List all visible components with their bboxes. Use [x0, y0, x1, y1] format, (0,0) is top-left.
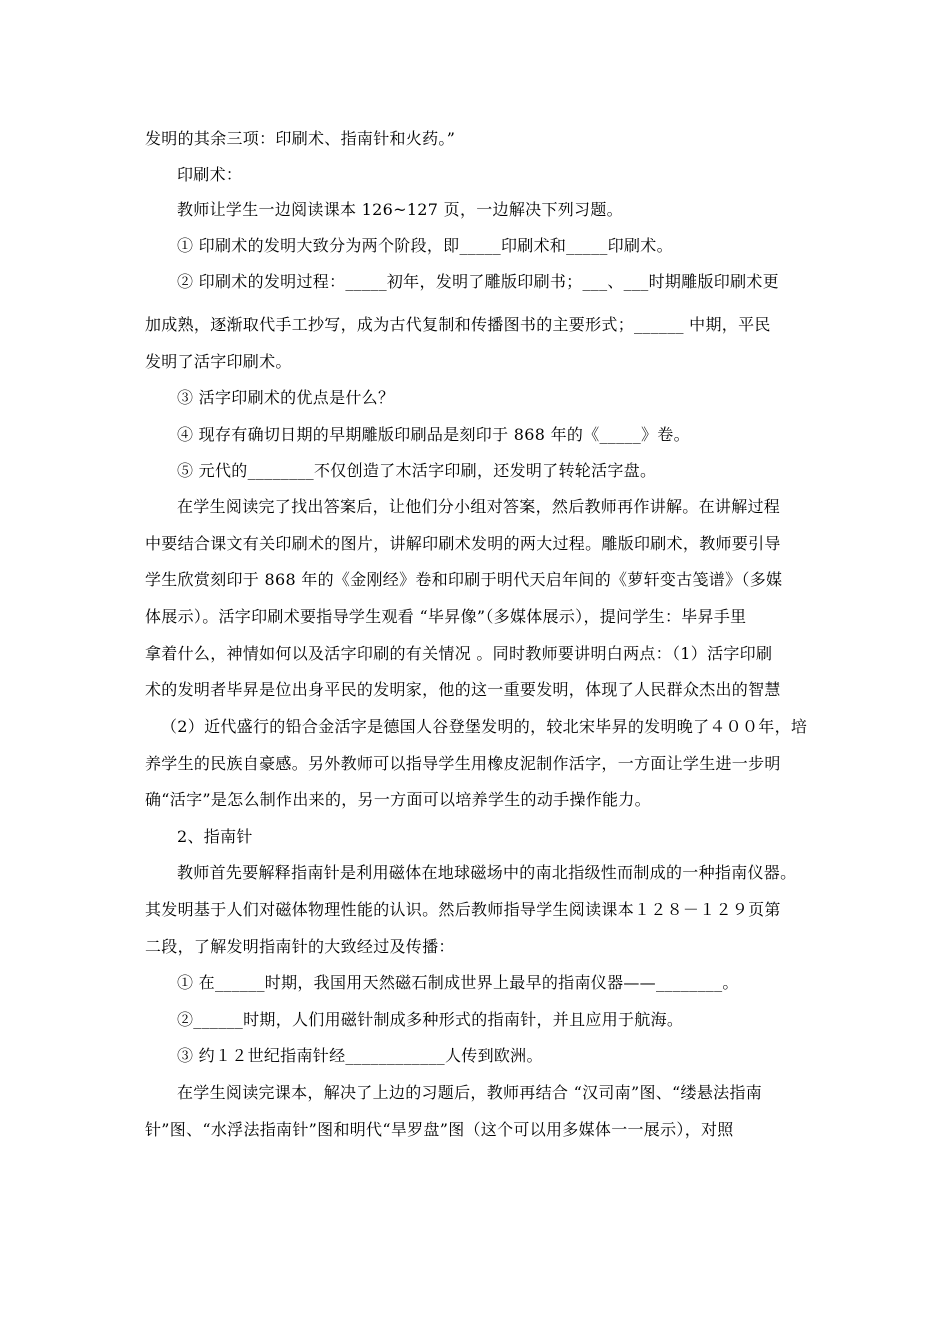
question-item: ① 在______时期，我国用天然磁石制成世界上最早的指南仪器——________。	[177, 973, 739, 992]
text-line: 中要结合课文有关印刷术的图片，讲解印刷术发明的两大过程。雕版印刷术，教师要引导	[145, 534, 781, 553]
text-line: 发明了活字印刷术。	[145, 352, 292, 371]
question-item: ⑤ 元代的________不仅创造了木活字印刷，还发明了转轮活字盘。	[177, 461, 657, 480]
text-line: 教师让学生一边阅读课本 126~127 页，一边解决下列习题。	[177, 200, 623, 219]
text-line: 学生欣赏刻印于 868 年的《金刚经》卷和印刷于明代天启年间的《萝轩变古笺谱》（多媒	[145, 570, 783, 589]
section-heading-compass: 2、指南针	[177, 827, 253, 846]
section-heading-printing: 印刷术：	[177, 165, 243, 184]
text-line: 其发明基于人们对磁体物理性能的认识。然后教师指导学生阅读课本１２８－１２９页第	[145, 900, 781, 919]
text-line: 针”图、“水浮法指南针”图和明代“旱罗盘”图（这个可以用多媒体一一展示），对照	[145, 1120, 734, 1139]
text-line: 拿着什么，神情如何以及活字印刷的有关情况 。同时教师要讲明白两点：（1）活字印刷	[145, 644, 773, 663]
question-item: ②______时期，人们用磁针制成多种形式的指南针，并且应用于航海。	[177, 1010, 684, 1029]
text-line: 在学生阅读完课本，解决了上边的习题后，教师再结合 “汉司南”图、“缕悬法指南	[177, 1083, 763, 1102]
question-item: ② 印刷术的发明过程：_____初年，发明了雕版印刷书；___、___时期雕版印刷术更	[177, 272, 779, 291]
text-line: 发明的其余三项：印刷术、指南针和火药。”	[145, 129, 456, 148]
text-line: 术的发明者毕昇是位出身平民的发明家，他的这一重要发明，体现了人民群众杰出的智慧	[145, 680, 781, 699]
question-item: ③ 约１２世纪指南针经____________人传到欧洲。	[177, 1046, 543, 1065]
text-line: 确“活字”是怎么制作出来的，另一方面可以培养学生的动手操作能力。	[145, 790, 651, 809]
question-item: ③ 活字印刷术的优点是什么？	[177, 388, 395, 407]
question-item: ① 印刷术的发明大致分为两个阶段，即_____印刷术和_____印刷术。	[177, 236, 673, 255]
text-line: （2）近代盛行的铅合金活字是德国人谷登堡发明的，较北宋毕昇的发明晚了４００年，培	[161, 717, 808, 736]
text-line: 教师首先要解释指南针是利用磁体在地球磁场中的南北指级性而制成的一种指南仪器。	[177, 863, 797, 882]
text-line: 体展示）。活字印刷术要指导学生观看 “毕昇像”（多媒体展示），提问学生：毕昇手里	[145, 607, 747, 626]
text-line: 二段，了解发明指南针的大致经过及传播：	[145, 937, 455, 956]
question-item: ④ 现存有确切日期的早期雕版印刷品是刻印于 868 年的《_____》卷。	[177, 425, 690, 444]
text-line: 加成熟，逐渐取代手工抄写，成为古代复制和传播图书的主要形式；______ 中期，平民	[145, 315, 771, 334]
text-line: 养学生的民族自豪感。另外教师可以指导学生用橡皮泥制作活字，一方面让学生进一步明	[145, 754, 781, 773]
text-line: 在学生阅读完了找出答案后，让他们分小组对答案，然后教师再作讲解。在讲解过程	[177, 497, 781, 516]
